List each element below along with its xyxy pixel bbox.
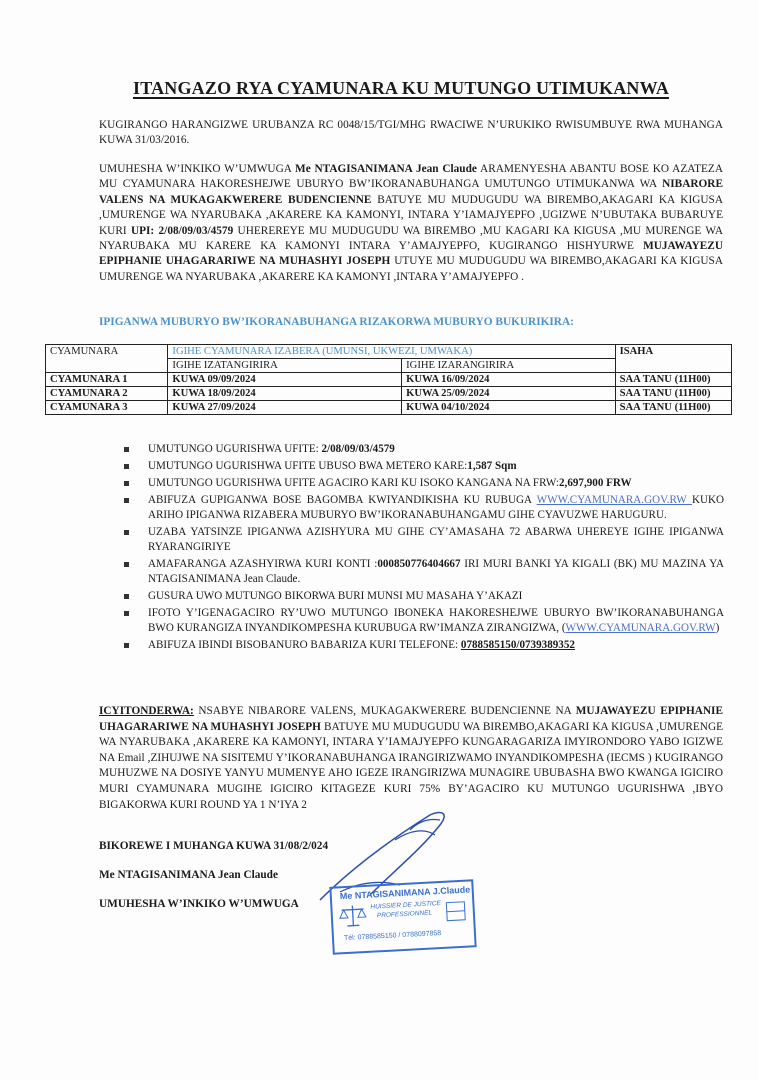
bullet-icon bbox=[124, 530, 129, 535]
row-time: SAA TANU (11H00) bbox=[615, 401, 731, 415]
upi-label: UMUTUNGO UGURISHWA UFITE: bbox=[148, 443, 322, 455]
bullet-icon bbox=[124, 498, 129, 503]
owners-names: NIBARORE VALENS NA MUKAGAKWERERE BUDENCIENNE bbox=[99, 178, 723, 206]
cyamunara-link-2[interactable]: WWW.CYAMUNARA.GOV.RW bbox=[565, 622, 716, 634]
table-row bbox=[46, 373, 732, 387]
photo-text-end: ) bbox=[715, 622, 720, 634]
register-text: ABIFUZA GUPIGANWA BOSE BAGOMBA KWIYANDIKISHA KU RUBUGA bbox=[148, 494, 537, 506]
bullet-icon bbox=[124, 594, 129, 599]
list-item bbox=[120, 493, 724, 523]
table-header-row bbox=[46, 345, 732, 359]
body-paragraph bbox=[99, 162, 723, 285]
note-names: MUJAWAYEZU EPIPHANIE UHAGARARIWE NA MUHASHYI JOSEPH bbox=[99, 705, 723, 733]
list-item bbox=[120, 589, 724, 604]
signoff-name: Me NTAGISANIMANA Jean Claude bbox=[99, 869, 278, 881]
notice-title: ITANGAZO RYA CYAMUNARA KU MUTUNGO UTIMUKANWA bbox=[133, 78, 670, 98]
row-start: KUWA 27/09/2024 bbox=[168, 401, 402, 415]
stamp-line-3: PROFESSIONNEL bbox=[376, 909, 433, 920]
table-row bbox=[46, 401, 732, 415]
phone-label: ABIFUZA IBINDI BISOBANURO BABARIZA KURI TELEFONE: bbox=[148, 639, 461, 651]
winner-payment-text: UZABA YATSINZE IPIGANWA AZISHYURA MU GIHE CY’AMASAHA 72 ABARWA UHEREYE IGIHE IPIGANWA RYARANGIRIYE bbox=[148, 526, 724, 553]
bullet-icon bbox=[124, 464, 129, 469]
row-name: CYAMUNARA 2 bbox=[46, 387, 168, 401]
row-start: KUWA 18/09/2024 bbox=[168, 387, 402, 401]
creditor-names: MUJAWAYEZU EPIPHANIE UHAGARARIWE NA MUHASHYI JOSEPH bbox=[99, 240, 723, 268]
account-number: 000850776404667 bbox=[377, 558, 461, 570]
list-item bbox=[120, 557, 724, 587]
bullet-icon bbox=[124, 643, 129, 648]
row-end: KUWA 25/09/2024 bbox=[402, 387, 615, 401]
auction-heading: IPIGANWA MUBURYO BW’IKORANABUHANGA RIZAKORWA MUBURYO BUKURIKIRA: bbox=[99, 316, 574, 328]
row-time: SAA TANU (11H00) bbox=[615, 373, 731, 387]
register-text-2: KUKO ARIHO IPIGANWA RIZABERA MUBURYO BW’IKORANABUHANGAMU GIHE CYAVUZWE HARUGURU. bbox=[148, 494, 724, 521]
row-end: KUWA 04/10/2024 bbox=[402, 401, 615, 415]
body-text-5: UTUYE MU MUDUGUDU WA BIREMBO,AKAGARI KA KIGUSA UMURENGE WA NYARUBAKA ,AKARERE KA KAMONYI ,INTARA Y’AMAJYEPFO . bbox=[99, 255, 723, 283]
list-item bbox=[120, 606, 724, 636]
note-label: ICYITONDERWA: bbox=[99, 705, 194, 717]
header-isaha: ISAHA bbox=[615, 345, 731, 373]
signoff-place-date: BIKOREWE I MUHANGA KUWA 31/08/2/024 bbox=[99, 840, 329, 852]
value-amount: 2,697,900 FRW bbox=[559, 477, 632, 489]
table-row bbox=[46, 387, 732, 401]
auction-schedule-table bbox=[45, 344, 732, 415]
list-item bbox=[120, 442, 724, 457]
stamp-line-2: HUISSIER DE JUSTICE bbox=[370, 900, 441, 911]
bullet-icon bbox=[124, 562, 129, 567]
stamp-line-1: Me NTAGISANIMANA J.Claude bbox=[339, 884, 471, 902]
area-value: 1,587 Sqm bbox=[467, 460, 517, 472]
row-name: CYAMUNARA 1 bbox=[46, 373, 168, 387]
cyamunara-link[interactable]: WWW.CYAMUNARA.GOV.RW bbox=[536, 494, 692, 506]
note-text-1: NSABYE NIBARORE VALENS, MUKAGAKWERERE BUDENCIENNE NA bbox=[193, 705, 576, 717]
header-cyamunara: CYAMUNARA bbox=[46, 345, 168, 373]
bullet-icon bbox=[124, 481, 129, 486]
note-text-2: BATUYE MU MUDUGUDU WA BIREMBO,AKAGARI KA KIGUSA ,UMURENGE WA NYARUBAKA ,AKARERE KA KAMONYI, INTARA Y’IAMAJYEPFO KUNGARAGARIZA IMYIRONDORO YABO IGIZWE NA Email ,ZIHUJWE NA SISITEMU Y’IKORANABUHANGA IRANGIRIZWAMO INYANDIKOMPESHA (IECMS ) KUGIRANGO MUHUZWE NA DOSIYE YANYU MUMENYE AHO IGEZE IRANGIRIZWA MUNAGIRE UBUBASHA BWO KWANGA IGICIRO MURI CYAMUNARA MUGIHE IGICIRO KITAGEZE KURI 75% BY’AGACIRO KU MUTUNGO UGURISHWA ,IBYO BIGAKORWA KURI ROUND YA 1 N’IYA 2 bbox=[99, 720, 724, 811]
bullet-icon bbox=[124, 447, 129, 452]
account-label: AMAFARANGA AZASHYIRWA KURI KONTI : bbox=[148, 558, 378, 570]
row-time: SAA TANU (11H00) bbox=[615, 387, 731, 401]
row-end: KUWA 16/09/2024 bbox=[402, 373, 615, 387]
body-text-4: UHEREREYE MU MUDUGUDU WA BIREMBO ,MU KAGARI KA KIGUSA ,MU MURENGE WA NYARUBAKA MU KARERE KA KAMONYI INTARA Y’AMAJYEPFO, KUGIRANGO HISHYURWE bbox=[99, 224, 723, 253]
official-stamp bbox=[329, 879, 476, 954]
stamp-line-4: Tél: 0788585150 / 0788097858 bbox=[343, 930, 442, 943]
scales-icon bbox=[338, 903, 367, 930]
header-start: IGIHE IZATANGIRIRA bbox=[168, 359, 402, 373]
intro-paragraph: KUGIRANGO HARANGIZWE URUBANZA RC 0048/15/TGI/MHG RWACIWE N’URUKIKO RWISUMBUYE RWA MUHANGA KUWA 31/03/2016. bbox=[99, 119, 723, 147]
account-text: IRI MURI BANKI YA KIGALI (BK) MU MAZINA YA NTAGISANIMANA Jean Claude. bbox=[148, 558, 724, 585]
body-text-3: BATUYE MU MUDUGUDU WA BIREMBO,AKAGARI KA KIGUSA ,UMURENGE WA NYARUBAKA ,AKARERE KA KAMONYI, INTARA Y’IAMAJYEPFO ,UGIZWE N’UBUTAKA BUBARUYE KURI bbox=[99, 193, 723, 237]
body-text-1: UMUHESHA W’INKIKO W’UMWUGA bbox=[99, 163, 296, 175]
upi-number: UPI: 2/08/09/03/4579 bbox=[130, 224, 234, 237]
value-label: UMUTUNGO UGURISHWA UFITE AGACIRO KARI KU ISOKO KANGANA NA FRW: bbox=[148, 477, 559, 489]
emblem-icon bbox=[444, 898, 467, 925]
list-item bbox=[120, 476, 724, 491]
phone-number: 0788585150/0739389352 bbox=[460, 639, 575, 651]
bailiff-name: Me NTAGISANIMANA Jean Claude bbox=[295, 163, 477, 175]
upi-value: 2/08/09/03/4579 bbox=[321, 443, 395, 455]
row-name: CYAMUNARA 3 bbox=[46, 401, 168, 415]
list-item bbox=[120, 525, 724, 555]
header-igihe: IGIHE CYAMUNARA IZABERA (UMUNSI, UKWEZI, UMWAKA) bbox=[168, 345, 615, 359]
row-start: KUWA 09/09/2024 bbox=[168, 373, 402, 387]
note-paragraph bbox=[99, 704, 723, 813]
signoff-role: UMUHESHA W’INKIKO W’UMWUGA bbox=[99, 898, 299, 910]
visit-text: GUSURA UWO MUTUNGO BIKORWA BURI MUNSI MU MASAHA Y’AKAZI bbox=[148, 590, 523, 602]
list-item bbox=[120, 459, 724, 474]
list-item bbox=[120, 638, 724, 653]
property-details-list bbox=[120, 442, 724, 655]
bullet-icon bbox=[124, 611, 129, 616]
header-end: IGIHE IZARANGIRIRA bbox=[402, 359, 615, 373]
photo-text: IFOTO Y’IGENAGACIRO RY’UWO MUTUNGO IBONEKA HAKORESHEJWE UBURYO BW’IKORANABUHANGA BWO KURANGIZA INYANDIKOMPESHA KURUBUGA RW’IMANZA ZIRANGIZWA, ( bbox=[148, 607, 724, 634]
area-label: UMUTUNGO UGURISHWA UFITE UBUSO BWA METERO KARE: bbox=[148, 460, 468, 472]
body-text-2: ARAMENYESHA ABANTU BOSE KO AZATEZA MU CYAMUNARA HAKORESHEJWE UBURYO BW’IKORANABUHANGA UMUTUNGO UTIMUKANWA WA bbox=[99, 163, 723, 191]
